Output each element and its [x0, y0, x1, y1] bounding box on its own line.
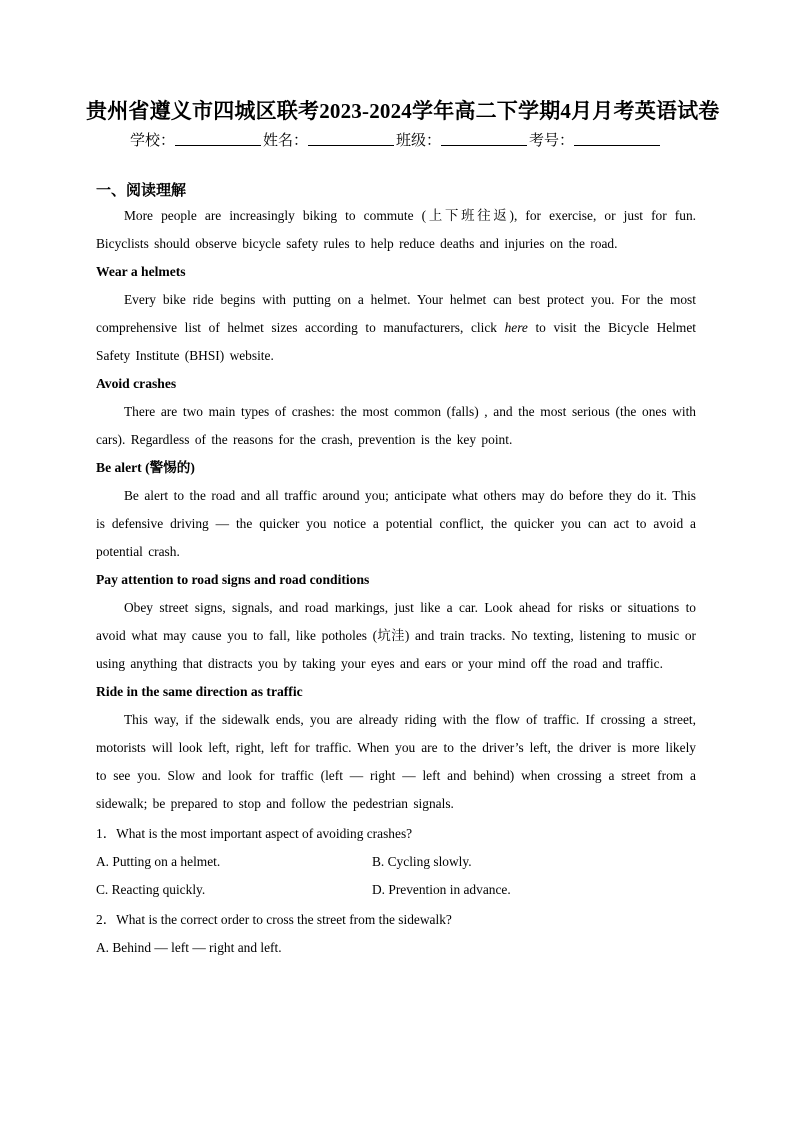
helmet-paragraph [96, 286, 696, 370]
question-text: What is the correct order to cross the street from the sidewalk? [116, 912, 452, 927]
option-b[interactable]: B. Cycling slowly. [372, 854, 472, 869]
name-label: 姓名： [262, 133, 308, 149]
direction-heading: Ride in the same direction as traffic [96, 684, 303, 699]
number-label: 考号： [529, 133, 575, 149]
question-2 [96, 906, 696, 934]
name-blank[interactable] [308, 131, 394, 146]
option-c[interactable]: C. Reacting quickly. [96, 882, 206, 897]
passage-intro: More people are increasingly biking to commute (上下班往返), for exercise, or just for fun. Bicyclists should observe bicycle safety rules to help reduce deaths and injuries on the road. [96, 208, 696, 251]
exam-page [86, 96, 720, 962]
option-a[interactable]: A. Putting on a helmet. [96, 854, 221, 869]
question-text: What is the most important aspect of avoiding crashes? [116, 826, 413, 841]
direction-paragraph: This way, if the sidewalk ends, you are already riding with the flow of traffic. If crossing a street, motorists will look left, right, left for traffic. When you are to the driver’s left, the driver is more likely to see you. Slow and look for traffic (left — right — left and behind) when crossing a street from a sidewalk; be prepared to stop and follow the pedestrian signals. [96, 712, 696, 811]
signs-heading: Pay attention to road signs and road conditions [96, 572, 370, 587]
helmet-text-a: Every bike ride begins with putting on a helmet. Your helmet can best protect you. For the most comprehensive list of helmet sizes according to manufacturers, click [96, 292, 696, 335]
section-title: 一、阅读理解 [96, 183, 187, 199]
helmet-heading: Wear a helmets [96, 264, 186, 279]
class-blank[interactable] [441, 131, 527, 146]
school-blank[interactable] [175, 131, 261, 146]
question-number: 1． [96, 826, 117, 841]
option-d[interactable]: D. Prevention in advance. [372, 882, 511, 897]
alert-heading: Be alert (警惕的) [96, 460, 195, 475]
alert-paragraph: Be alert to the road and all traffic around you; anticipate what others may do before they do it. This is defensive driving — the quicker you notice a potential conflict, the quicker you can act to avoid a potential crash. [96, 488, 696, 559]
bhsi-link[interactable]: here [504, 320, 528, 335]
exam-title: 贵州省遵义市四城区联考2023-2024学年高二下学期4月月考英语试卷 [86, 99, 720, 123]
class-label: 班级： [396, 133, 442, 149]
question-1 [96, 820, 696, 848]
option-a[interactable]: A. Behind — left — right and left. [96, 940, 282, 955]
crash-paragraph: There are two main types of crashes: the most common (falls) , and the most serious (the ones with cars). Regardless of the reasons for the crash, prevention is the key point. [96, 404, 696, 447]
question-1-options [96, 848, 696, 904]
school-label: 学校： [129, 133, 175, 149]
question-2-options [96, 934, 696, 962]
signs-paragraph: Obey street signs, signals, and road markings, just like a car. Look ahead for risks or situations to avoid what may cause you to fall, like potholes (坑洼) and train tracks. No texting, listening to music or using anything that distracts you by taking your eyes and ears or your mind off the road and traffic. [96, 600, 696, 671]
helmet-text-b: to visit the Bicycle Helmet Safety Institute (BHSI) website. [96, 320, 696, 363]
number-blank[interactable] [574, 131, 660, 146]
question-number: 2． [96, 912, 117, 927]
crash-heading: Avoid crashes [96, 376, 177, 391]
student-info-line [96, 128, 696, 154]
